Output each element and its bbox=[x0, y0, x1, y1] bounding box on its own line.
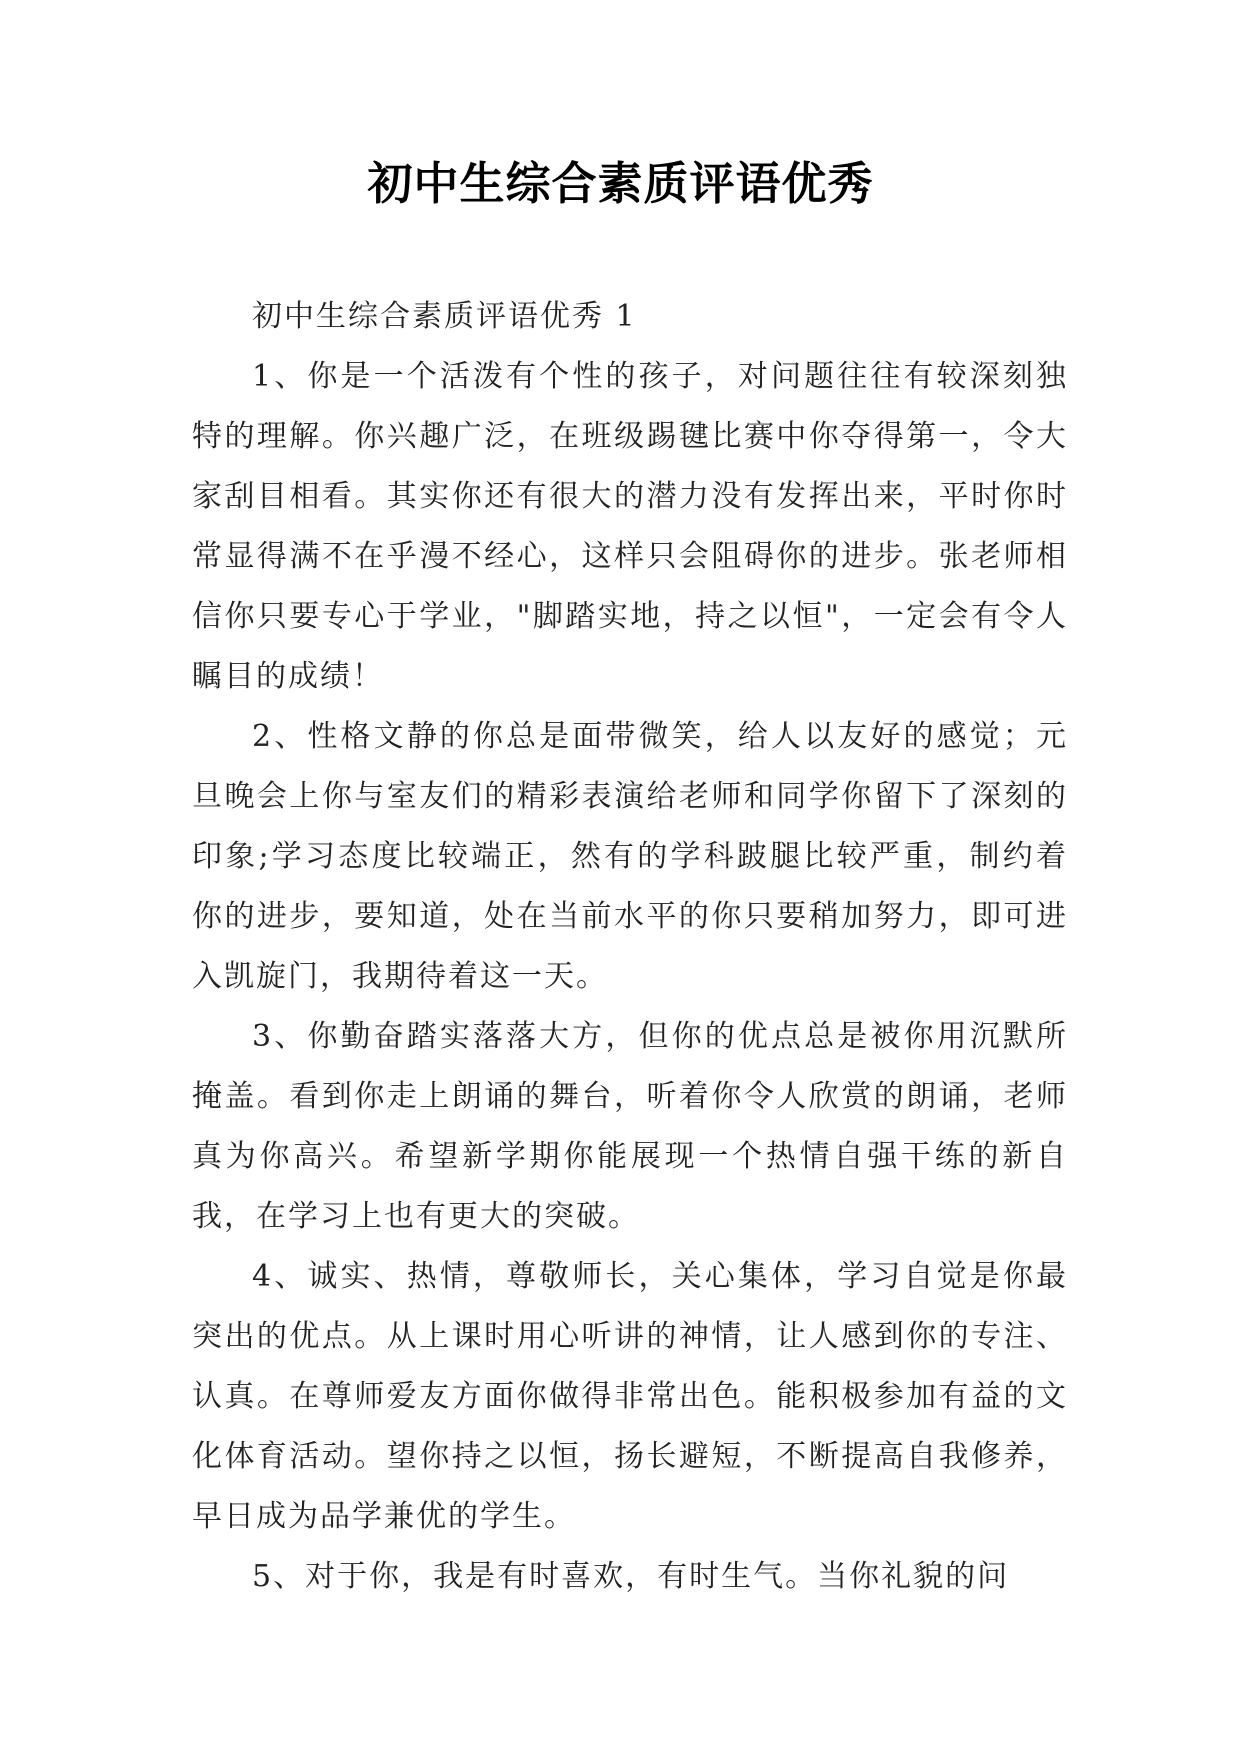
document-body bbox=[192, 287, 1068, 1607]
paragraph-1: 1、你是一个活泼有个性的孩子，对问题往往有较深刻独特的理解。你兴趣广泛，在班级踢毽比赛中你夺得第一，令大家刮目相看。其实你还有很大的潜力没有发挥出来，平时你时常显得满不在乎漫不经心，这样只会阻碍你的进步。张老师相信你只要专心于学业，"脚踏实地，持之以恒"，一定会有令人瞩目的成绩！ bbox=[192, 359, 1068, 694]
paragraph-5: 5、对于你，我是有时喜欢，有时生气。当你礼貌的问 bbox=[252, 1559, 1010, 1594]
paragraph-4: 4、诚实、热情，尊敬师长，关心集体，学习自觉是你最突出的优点。从上课时用心听讲的神情，让人感到你的专注、认真。在尊师爱友方面你做得非常出色。能积极参加有益的文化体育活动。望你持之以恒，扬长避短，不断提高自我修养，早日成为品学兼优的学生。 bbox=[192, 1259, 1068, 1534]
document-title: 初中生综合素质评语优秀 bbox=[367, 157, 874, 210]
paragraph-2: 2、性格文静的你总是面带微笑，给人以友好的感觉；元旦晚会上你与室友们的精彩表演给老师和同学你留下了深刻的印象;学习态度比较端正，然有的学科跛腿比较严重，制约着你的进步，要知道，处在当前水平的你只要稍加努力，即可进入凯旋门，我期待着这一天。 bbox=[192, 719, 1068, 994]
section-heading: 初中生综合素质评语优秀 1 bbox=[252, 299, 637, 334]
paragraph-3: 3、你勤奋踏实落落大方，但你的优点总是被你用沉默所掩盖。看到你走上朗诵的舞台，听着你令人欣赏的朗诵，老师真为你高兴。希望新学期你能展现一个热情自强干练的新自我，在学习上也有更大的突破。 bbox=[192, 1019, 1068, 1234]
